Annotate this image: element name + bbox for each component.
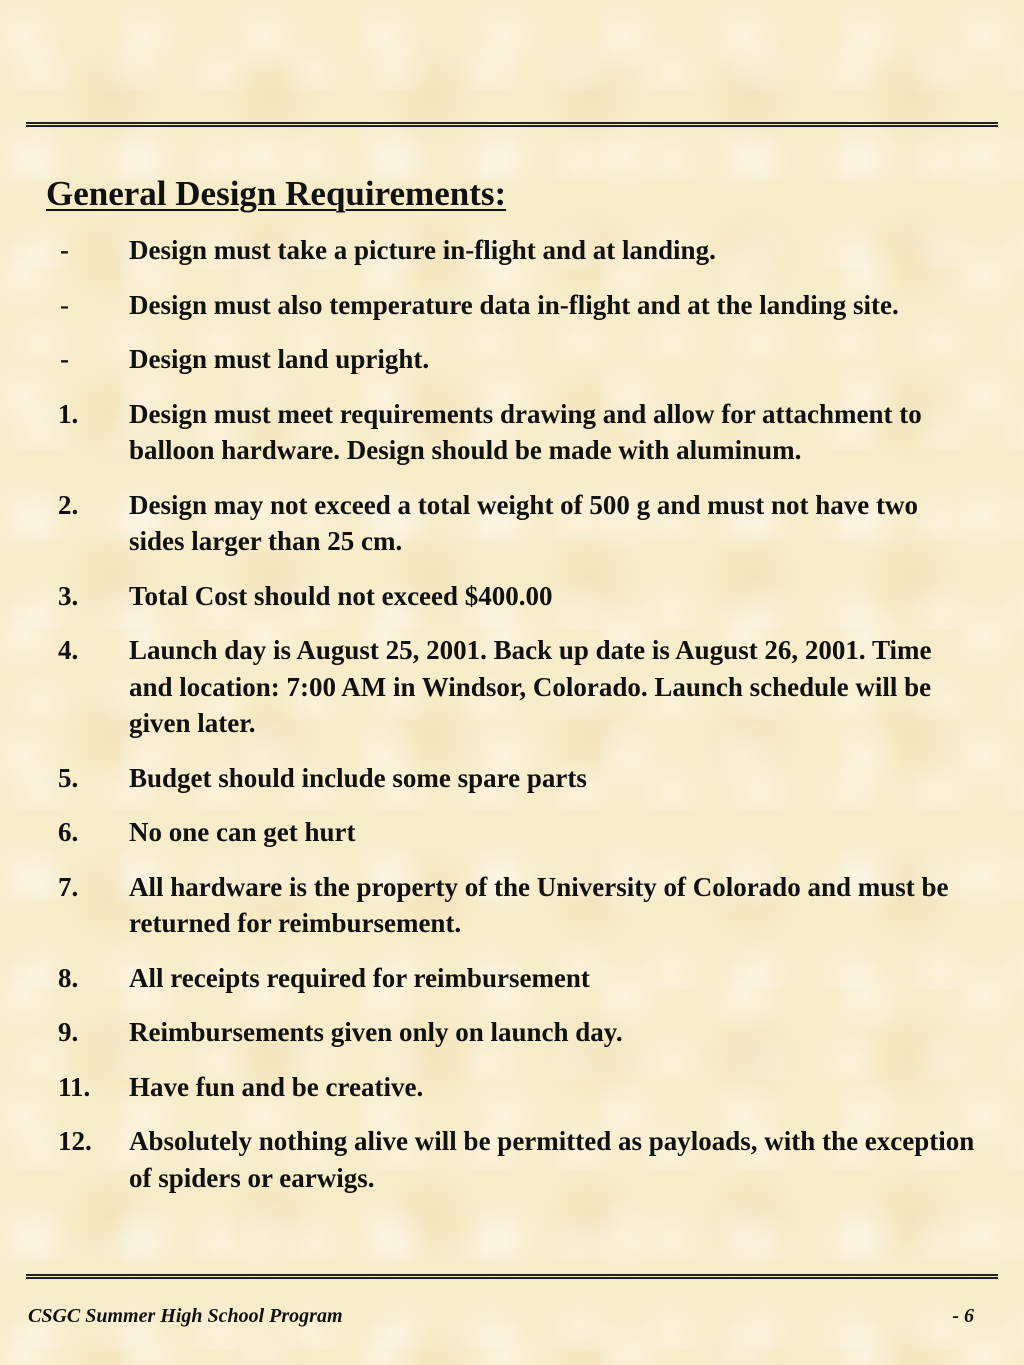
list-item	[0, 578, 1024, 615]
list-item-text: Have fun and be creative.	[129, 1071, 424, 1102]
list-item-text: Total Cost should not exceed $400.00	[129, 580, 553, 611]
list-marker: 2.	[58, 489, 79, 520]
list-marker: 5.	[58, 762, 79, 793]
list-item-text: Design must land upright.	[129, 344, 430, 374]
list-item-text: All hardware is the property of the University of Colorado and must be returned for reimbursement.	[129, 871, 949, 938]
requirements-list	[0, 232, 1024, 1214]
list-item-text: Design must meet requirements drawing and allow for attachment to balloon hardware. Design should be made with aluminum.	[129, 398, 922, 465]
list-marker: -	[60, 235, 69, 265]
list-marker: 9.	[58, 1017, 79, 1047]
list-item	[0, 396, 1024, 469]
list-item-text: Reimbursements given only on launch day.	[129, 1017, 623, 1047]
footer-program-name: CSGC Summer High School Program	[28, 1305, 343, 1327]
list-item	[0, 814, 1024, 851]
list-item	[0, 869, 1024, 942]
list-marker: 6.	[58, 817, 79, 847]
list-marker: 8.	[58, 962, 79, 993]
list-item	[0, 1069, 1024, 1106]
list-marker: 4.	[58, 635, 79, 665]
list-item-text: Launch day is August 25, 2001. Back up date is August 26, 2001. Time and location: 7:00 AM in Windsor, Colorado. Launch schedule will be given later.	[129, 635, 932, 738]
list-item	[0, 632, 1024, 742]
page-heading: General Design Requirements:	[46, 174, 507, 213]
list-item	[0, 341, 1024, 378]
list-item	[0, 487, 1024, 560]
list-item	[0, 1123, 1024, 1196]
list-item	[0, 287, 1024, 324]
list-item-text: All receipts required for reimbursement	[129, 962, 590, 993]
list-marker: -	[60, 344, 69, 374]
list-marker: -	[60, 289, 69, 320]
list-item-text: Absolutely nothing alive will be permitted as payloads, with the exception of spiders or earwigs.	[129, 1126, 975, 1193]
list-item-text: Design must take a picture in-flight and at landing.	[129, 235, 716, 265]
list-marker: 1.	[58, 398, 79, 429]
list-item-text: Budget should include some spare parts	[129, 762, 587, 793]
list-marker: 3.	[58, 580, 79, 611]
bottom-divider	[26, 1274, 998, 1279]
list-marker: 12.	[58, 1126, 92, 1156]
list-item	[0, 232, 1024, 269]
list-marker: 11.	[58, 1071, 91, 1102]
list-marker: 7.	[58, 871, 79, 902]
top-divider	[26, 122, 998, 127]
list-item-text: Design must also temperature data in-flight and at the landing site.	[129, 289, 899, 320]
list-item	[0, 760, 1024, 797]
list-item-text: Design may not exceed a total weight of 500 g and must not have two sides larger than 25 cm.	[129, 489, 918, 556]
footer-page-number: - 6	[952, 1305, 974, 1327]
list-item-text: No one can get hurt	[129, 817, 356, 847]
list-item	[0, 1014, 1024, 1051]
list-item	[0, 960, 1024, 997]
